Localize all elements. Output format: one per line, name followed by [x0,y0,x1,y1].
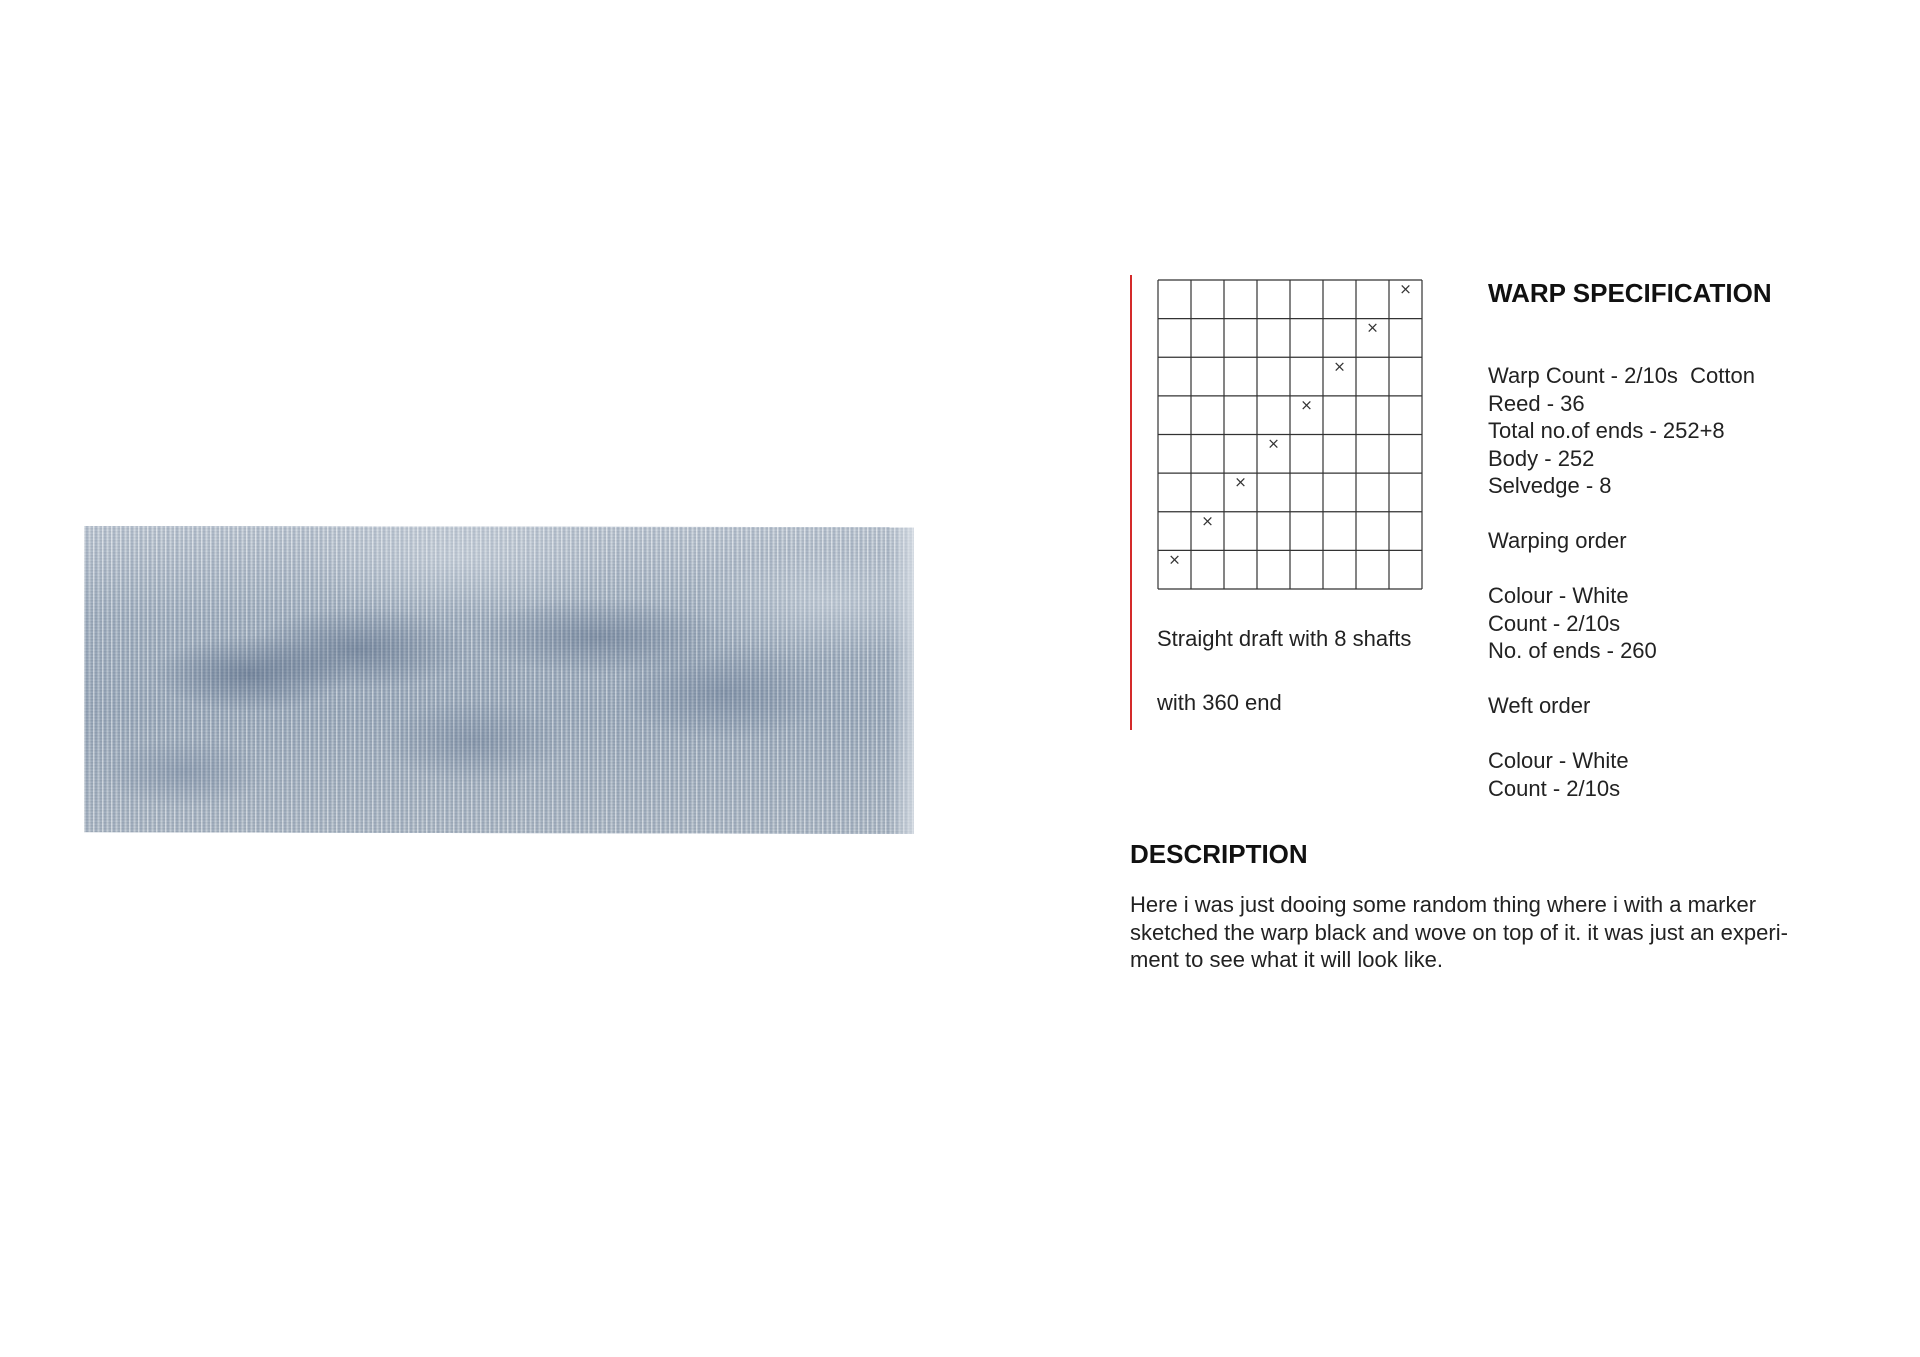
spec-line: Reed - 36 [1488,390,1585,416]
spec-line: Count - 2/10s [1488,775,1621,801]
spec-line: Colour - White [1488,583,1629,608]
draft-mark: × [1201,511,1214,530]
spec-line: Weft order [1488,693,1591,718]
draft-caption-line-2: with 360 end [1157,690,1282,715]
description-line: ment to see what it will look like. [1130,947,1444,972]
spec-line: Count - 2/10s [1488,610,1621,636]
draft-mark: × [1366,318,1379,337]
draft-caption-line-1: Straight draft with 8 shafts [1157,626,1412,651]
spec-line [1488,500,1755,528]
description-line: Here i was just dooing some random thing where i with a marker [1130,892,1757,917]
draft-mark: × [1333,357,1346,376]
draft-grid [1157,279,1423,590]
spec-line [1488,555,1755,583]
description-title: DESCRIPTION [1130,839,1308,869]
spec-line: Warp Count - 2/10s Cotton [1488,363,1755,388]
fabric-swatch-image [84,526,914,834]
spec-line [1488,665,1755,693]
spec-line: Warping order [1488,528,1627,553]
spec-line [1488,720,1755,748]
draft-mark: × [1300,395,1313,414]
draft-mark: × [1399,280,1412,298]
spec-line: Total no.of ends - 252+8 [1488,418,1725,443]
spec-line: Selvedge - 8 [1488,473,1612,498]
spec-line: Body - 252 [1488,445,1595,471]
warp-specification-title: WARP SPECIFICATION [1488,278,1772,308]
spec-line: No. of ends - 260 [1488,638,1657,663]
warp-specification-list [1488,362,1755,802]
draft-mark: × [1267,434,1280,453]
description-line: sketched the warp black and wove on top of it. it was just an experi- [1130,919,1788,945]
draft-mark: × [1234,473,1247,492]
accent-rule [1130,275,1132,730]
spec-line: Colour - White [1488,748,1629,773]
draft-mark: × [1168,550,1181,569]
description-text [1130,891,1850,974]
